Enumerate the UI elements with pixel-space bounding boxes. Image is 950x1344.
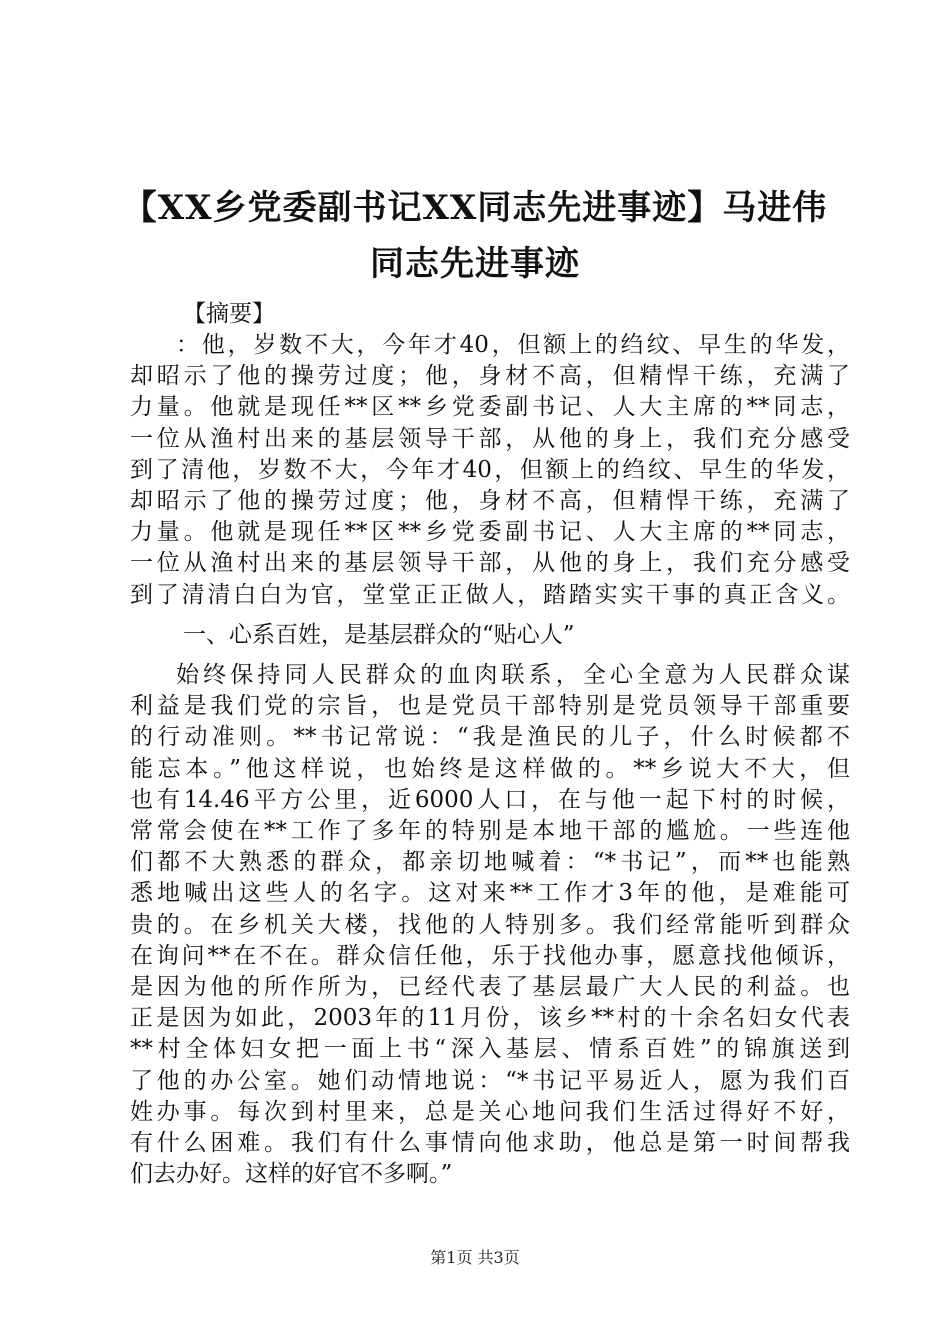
section-line: 有什么困难。我们有什么事情向他求助，他总是第一时间帮我 [130,1130,850,1157]
section-line: 常常会使在**工作了多年的特别是本地干部的尴尬。一些连他 [130,818,850,845]
section-line: 姓办事。每次到村里来，总是关心地问我们生活过得好不好， [130,1098,850,1125]
abstract-line: ：他，岁数不大，今年才40，但额上的绉纹、早生的华发， [176,332,850,358]
section-line: 利益是我们党的宗旨，也是党员干部特别是党员领导干部重要 [130,693,850,720]
abstract-line: 一位从渔村出来的基层领导干部，从他的身上，我们充分感受 [130,550,850,577]
abstract-paragraph [130,330,850,611]
section-line: 悉地喊出这些人的名字。这对来**工作才3年的他，是难能可 [130,880,850,907]
abstract-line: 力量。他就是现任**区**乡党委副书记、人大主席的**同志， [130,519,850,546]
section-line: 在询问**在不在。群众信任他，乐于找他办事，愿意找他倾诉， [130,942,850,969]
section-line: 是因为他的所作所为，已经代表了基层最广大人民的利益。也 [130,974,850,1001]
section-line: 能忘本。”他这样说，也始终是这样做的。**乡说大不大，但 [130,755,850,782]
section-line: 正是因为如此，2003年的11月份，该乡**村的十余名妇女代表 [130,1005,850,1032]
abstract-line: 力量。他就是现任**区**乡党委副书记、人大主席的**同志， [130,394,850,421]
page-footer: 第1页 共3页 [430,1248,520,1267]
section-line: 们去办好。这样的好官不多啊。” [130,1161,453,1188]
abstract-label: 【摘要】 [183,301,275,327]
abstract-line: 一位从渔村出来的基层领导干部，从他的身上，我们充分感受 [130,425,850,452]
section-line: 们都不大熟悉的群众，都亲切地喊着：“*书记”，而**也能熟 [130,849,850,876]
section-line: 始终保持同人民群众的血肉联系，全心全意为人民群众谋 [176,662,850,688]
section-line: 贵的。在乡机关大楼，找他的人特别多。我们经常能听到群众 [130,911,850,938]
document-title [110,180,840,292]
abstract-line: 却昭示了他的操劳过度；他，身材不高，但精悍干练，充满了 [130,363,850,390]
title-line-1: 【XX乡党委副书记XX同志先进事迹】马进伟 [122,188,828,228]
section-line: 的行动准则。**书记常说：“我是渔民的儿子，什么时候都不 [130,724,850,751]
section-line: 了他的办公室。她们动情地说：“*书记平易近人，愿为我们百 [130,1067,850,1094]
abstract-line: 却昭示了他的操劳过度；他，身材不高，但精悍干练，充满了 [130,488,850,515]
abstract-line: 到了清清白白为官，堂堂正正做人，踏踏实实干事的真正含义。 [130,581,850,608]
section-line: **村全体妇女把一面上书“深入基层、情系百姓”的锦旗送到 [130,1036,850,1063]
abstract-line: 到了清他，岁数不大，今年才40，但额上的绉纹、早生的华发， [130,456,850,483]
section-line: 也有14.46平方公里，近6000人口，在与他一起下村的时候， [130,786,850,813]
section-heading: 一、心系百姓，是基层群众的“贴心人” [183,622,575,648]
title-line-2: 同志先进事迹 [370,244,580,284]
section-paragraph [130,660,850,1190]
